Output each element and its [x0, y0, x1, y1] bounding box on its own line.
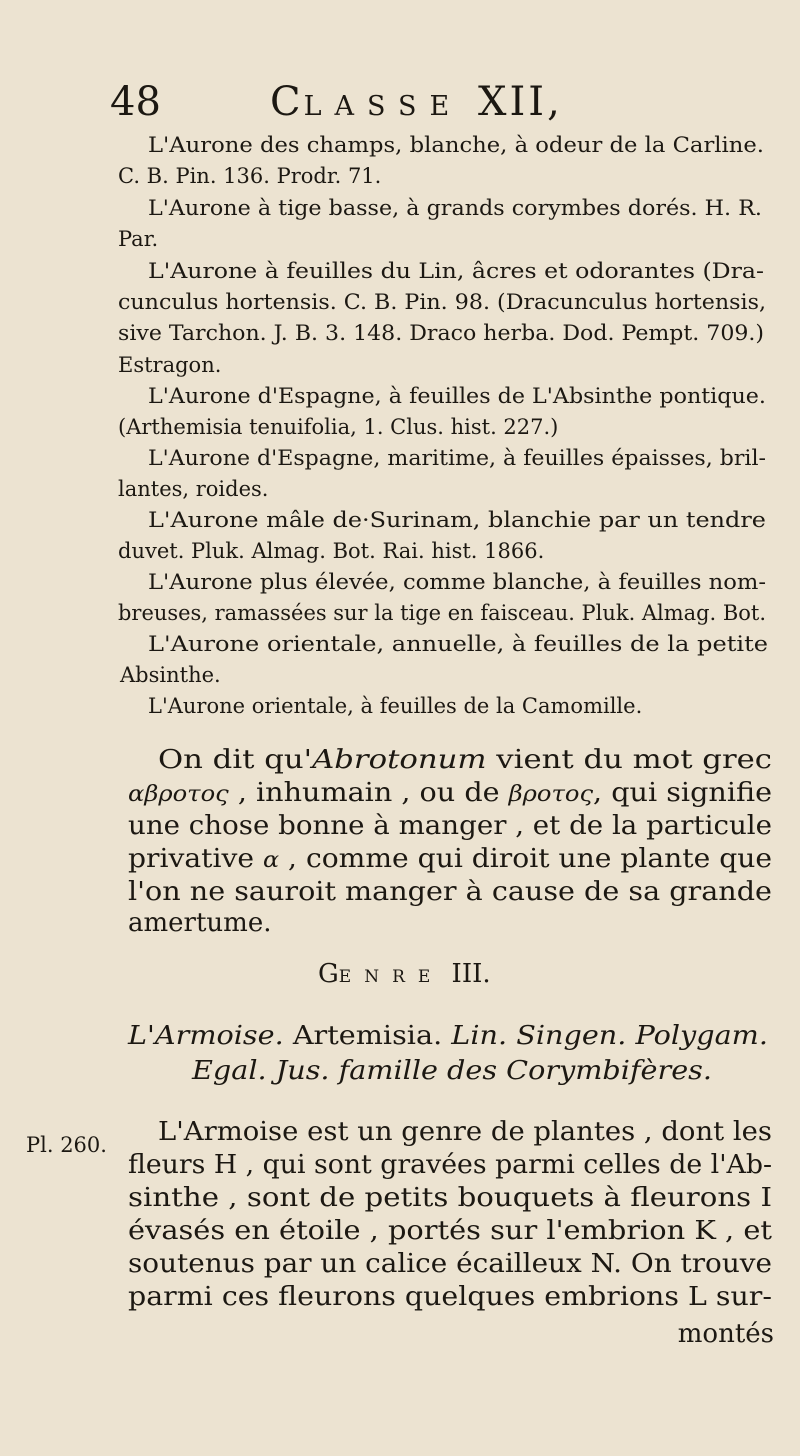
species-line-14: duvet. Pluk. Almag. Bot. Rai. hist. 1866.: [118, 539, 545, 563]
etymology-line-1: On dit qu'Abrotonum vient du mot grec: [158, 745, 772, 775]
description-line-2: fleurs H , qui sont gravées parmi celles de l'Ab-: [128, 1150, 772, 1180]
species-line-2: C. B. Pin. 136. Prodr. 71.: [118, 164, 382, 188]
species-line-19: L'Aurone orientale, à feuilles de la Camomille.: [148, 694, 643, 718]
greek-letter: α: [263, 848, 280, 873]
etymology-line-5: l'on ne sauroit manger à cause de sa grande: [128, 877, 772, 907]
species-line-8: Estragon.: [118, 353, 222, 377]
species-line-6: cunculus hortensis. C. B. Pin. 98. (Dracunculus hortensis,: [118, 290, 767, 314]
genus-latin: Artemisia.: [283, 1021, 452, 1051]
species-line-11: L'Aurone d'Espagne, maritime, à feuilles épaisses, bril-: [148, 446, 767, 470]
catchword: montés: [677, 1319, 774, 1349]
description-line-4: évasés en étoile , portés sur l'embrion K , et: [128, 1216, 772, 1246]
genus-title-line-1: [128, 1020, 768, 1053]
running-title-small-caps: LASSE: [303, 91, 463, 122]
greek-word-2: βροτος: [508, 782, 594, 807]
species-line-12: lantes, roides.: [118, 477, 269, 501]
running-title-numeral: XII,: [477, 79, 563, 125]
species-line-1: L'Aurone des champs, blanche, à odeur de la Carline.: [148, 133, 765, 157]
description-line-1: L'Armoise est un genre de plantes , dont les: [158, 1117, 773, 1147]
plate-reference: Pl. 260.: [26, 1133, 107, 1157]
species-line-4: Par.: [118, 227, 159, 251]
etymology-line-2: αβροτος , inhumain , ou de βροτος, qui signifie: [128, 778, 773, 808]
species-line-5: L'Aurone à feuilles du Lin, âcres et odorantes (Dra-: [148, 259, 764, 283]
genus-title-line-2: Egal. Jus. famille des Corymbifères.: [192, 1056, 712, 1086]
running-title-cap: C: [270, 79, 304, 125]
description-line-3: sinthe , sont de petits bouquets à fleurons I: [128, 1183, 772, 1213]
genre-heading: GENRE III.: [318, 959, 491, 989]
species-line-18: Absinthe.: [120, 663, 221, 687]
etymology-line-4: privative α , comme qui diroit une plante que: [128, 844, 773, 874]
page-number: 48: [110, 79, 161, 125]
description-line-6: parmi ces fleurons quelques embrions L sur-: [128, 1282, 772, 1312]
etymology-line-3: une chose bonne à manger , et de la particule: [128, 811, 773, 841]
running-title: [270, 72, 563, 137]
genus-name: L'Armoise.: [128, 1021, 284, 1051]
species-line-15: L'Aurone plus élevée, comme blanche, à feuilles nom-: [148, 570, 767, 594]
species-line-13: L'Aurone mâle de·Surinam, blanchie par un tendre: [148, 508, 766, 532]
etymology-line-6: amertume.: [128, 908, 272, 938]
latin-term: Abrotonum: [312, 745, 487, 775]
species-line-17: L'Aurone orientale, annuelle, à feuilles de la petite: [148, 632, 769, 656]
greek-word-1: αβροτος: [128, 782, 229, 807]
species-line-3: L'Aurone à tige basse, à grands corymbes dorés. H. R.: [148, 196, 763, 220]
genus-classification: Lin. Singen. Polygam.: [451, 1021, 768, 1051]
species-line-9: L'Aurone d'Espagne, à feuilles de L'Absinthe pontique.: [148, 384, 766, 408]
description-line-5: soutenus par un calice écailleux N. On trouve: [128, 1249, 773, 1279]
species-line-10: (Arthemisia tenuifolia, 1. Clus. hist. 227.): [118, 415, 559, 439]
species-line-7: sive Tarchon. J. B. 3. 148. Draco herba. Dod. Pempt. 709.): [118, 321, 765, 345]
species-line-16: breuses, ramassées sur la tige en faisceau. Pluk. Almag. Bot.: [118, 601, 767, 625]
